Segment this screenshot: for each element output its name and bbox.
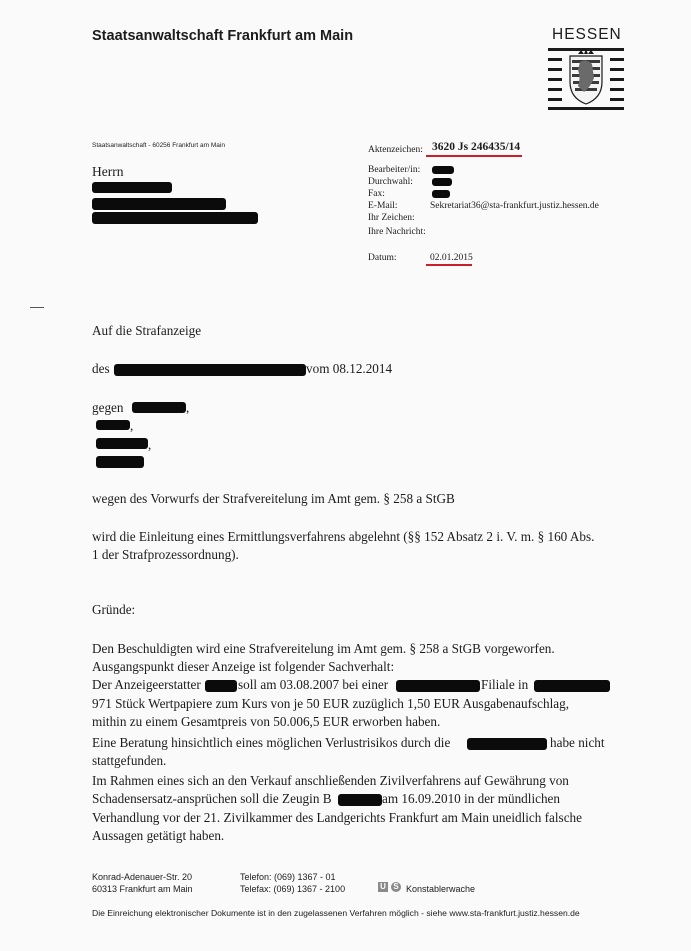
redaction-city xyxy=(534,680,610,692)
gegen-label: gegen xyxy=(92,400,124,415)
reasons-line-3c: Filiale in xyxy=(481,677,529,692)
redaction-complainant-2 xyxy=(205,680,237,692)
reasons-line-9b: am 16.09.2010 in der mündlichen xyxy=(382,791,560,806)
ihr-zeichen-label: Ihr Zeichen: xyxy=(368,213,415,223)
reasons-line-10: Verhandlung vor der 21. Zivilkammer des Landgerichts Frankfurt am Main uneidlich falsche xyxy=(92,810,582,825)
aktenzeichen-value: 3620 Js 246435/14 xyxy=(432,141,521,153)
reasons-line-5: mithin zu einem Gesamtpreis von 50.006,5 EUR erworben haben. xyxy=(92,714,441,729)
redaction-bank xyxy=(396,680,480,692)
reasons-line-7: stattgefunden. xyxy=(92,753,167,768)
hessen-coat-of-arms-icon xyxy=(548,48,624,110)
footer-notice: Die Einreichung elektronischer Dokumente ist in den zugelassenen Verfahren möglich - siehe www.sta-frankfurt.justiz.hessen.de xyxy=(92,908,580,918)
decision-line-1: wird die Einleitung eines Ermittlungsverfahrens abgelehnt (§§ 152 Absatz 2 i. V. m. § 160 Abs. xyxy=(92,529,595,544)
redaction-accused-3 xyxy=(96,438,148,449)
redaction-fax xyxy=(432,190,450,198)
intro-line: Auf die Strafanzeige xyxy=(92,323,202,338)
reasons-line-2: Ausgangspunkt dieser Anzeige ist folgender Sachverhalt: xyxy=(92,659,395,674)
state-name: HESSEN xyxy=(552,26,622,43)
reasons-line-1: Den Beschuldigten wird eine Strafvereitelung im Amt gem. § 258 a StGB vorgeworfen. xyxy=(92,641,555,656)
redaction-witness xyxy=(338,794,382,806)
redaction-recipient-street xyxy=(92,198,226,210)
decision-line-2: 1 der Strafprozessordnung). xyxy=(92,547,239,562)
email-label: E-Mail: xyxy=(368,201,398,211)
bearbeiter-label: Bearbeiter/in: xyxy=(368,165,421,175)
accused-1-comma: , xyxy=(186,400,190,415)
reasons-line-6a: Eine Beratung hinsichtlich eines möglichen Verlustrisikos durch die xyxy=(92,735,451,750)
des-prefix: des xyxy=(92,361,110,376)
datum-label: Datum: xyxy=(368,253,397,263)
footer-transit-stop: Konstablerwache xyxy=(406,884,476,894)
aktenzeichen-underline xyxy=(426,155,522,157)
ubahn-icon: U xyxy=(378,882,388,892)
footer-phone: Telefon: (069) 1367 - 01 xyxy=(240,872,336,882)
aktenzeichen-label: Aktenzeichen: xyxy=(368,145,423,155)
reasons-line-3a: Der Anzeigeerstatter xyxy=(92,677,201,692)
redaction-bearbeiter xyxy=(432,166,454,174)
wegen-line: wegen des Vorwurfs der Strafvereitelung im Amt gem. § 258 a StGB xyxy=(92,491,455,506)
datum-value: 02.01.2015 xyxy=(430,253,473,263)
redaction-complainant xyxy=(114,364,306,376)
redaction-durchwahl xyxy=(432,178,452,186)
fax-label: Fax: xyxy=(368,189,385,199)
reasons-line-9a: Schadensersatz-ansprüchen soll die Zeugin B xyxy=(92,791,332,806)
reasons-line-11: Aussagen getätigt haben. xyxy=(92,828,225,843)
footer-street: Konrad-Adenauer-Str. 20 xyxy=(92,872,193,882)
authority-title: Staatsanwaltschaft Frankfurt am Main xyxy=(92,28,354,44)
redaction-accused-4 xyxy=(96,456,144,468)
datum-underline xyxy=(426,264,472,266)
redaction-accused-2 xyxy=(96,420,130,430)
recipient-salutation: Herrn xyxy=(92,164,124,179)
redaction-advisor xyxy=(467,738,547,750)
durchwahl-label: Durchwahl: xyxy=(368,177,413,187)
return-address: Staatsanwaltschaft - 60256 Frankfurt am Main xyxy=(92,142,225,149)
redaction-recipient-name xyxy=(92,182,172,193)
accused-3-comma: , xyxy=(148,437,152,452)
ihre-nachricht-label: Ihre Nachricht: xyxy=(368,227,426,237)
des-suffix: vom 08.12.2014 xyxy=(306,361,393,376)
reasons-line-3b: soll am 03.08.2007 bei einer xyxy=(238,677,389,692)
redaction-recipient-city xyxy=(92,212,258,224)
reasons-line-6b: habe nicht xyxy=(550,735,605,750)
email-value: Sekretariat36@sta-frankfurt.justiz.hessen.de xyxy=(430,201,599,211)
fold-mark xyxy=(30,307,44,308)
gruende-heading: Gründe: xyxy=(92,602,136,617)
footer-telefax: Telefax: (069) 1367 - 2100 xyxy=(240,884,346,894)
redaction-accused-1 xyxy=(132,402,186,413)
footer-city: 60313 Frankfurt am Main xyxy=(92,884,193,894)
accused-2-comma: , xyxy=(130,418,134,433)
reasons-line-4: 971 Stück Wertpapiere zum Kurs von je 50 EUR zuzüglich 1,50 EUR Ausgabenaufschlag, xyxy=(92,696,570,711)
reasons-line-8: Im Rahmen eines sich an den Verkauf anschließenden Zivilverfahrens auf Gewährung von xyxy=(92,773,569,788)
sbahn-icon: S xyxy=(391,882,401,892)
